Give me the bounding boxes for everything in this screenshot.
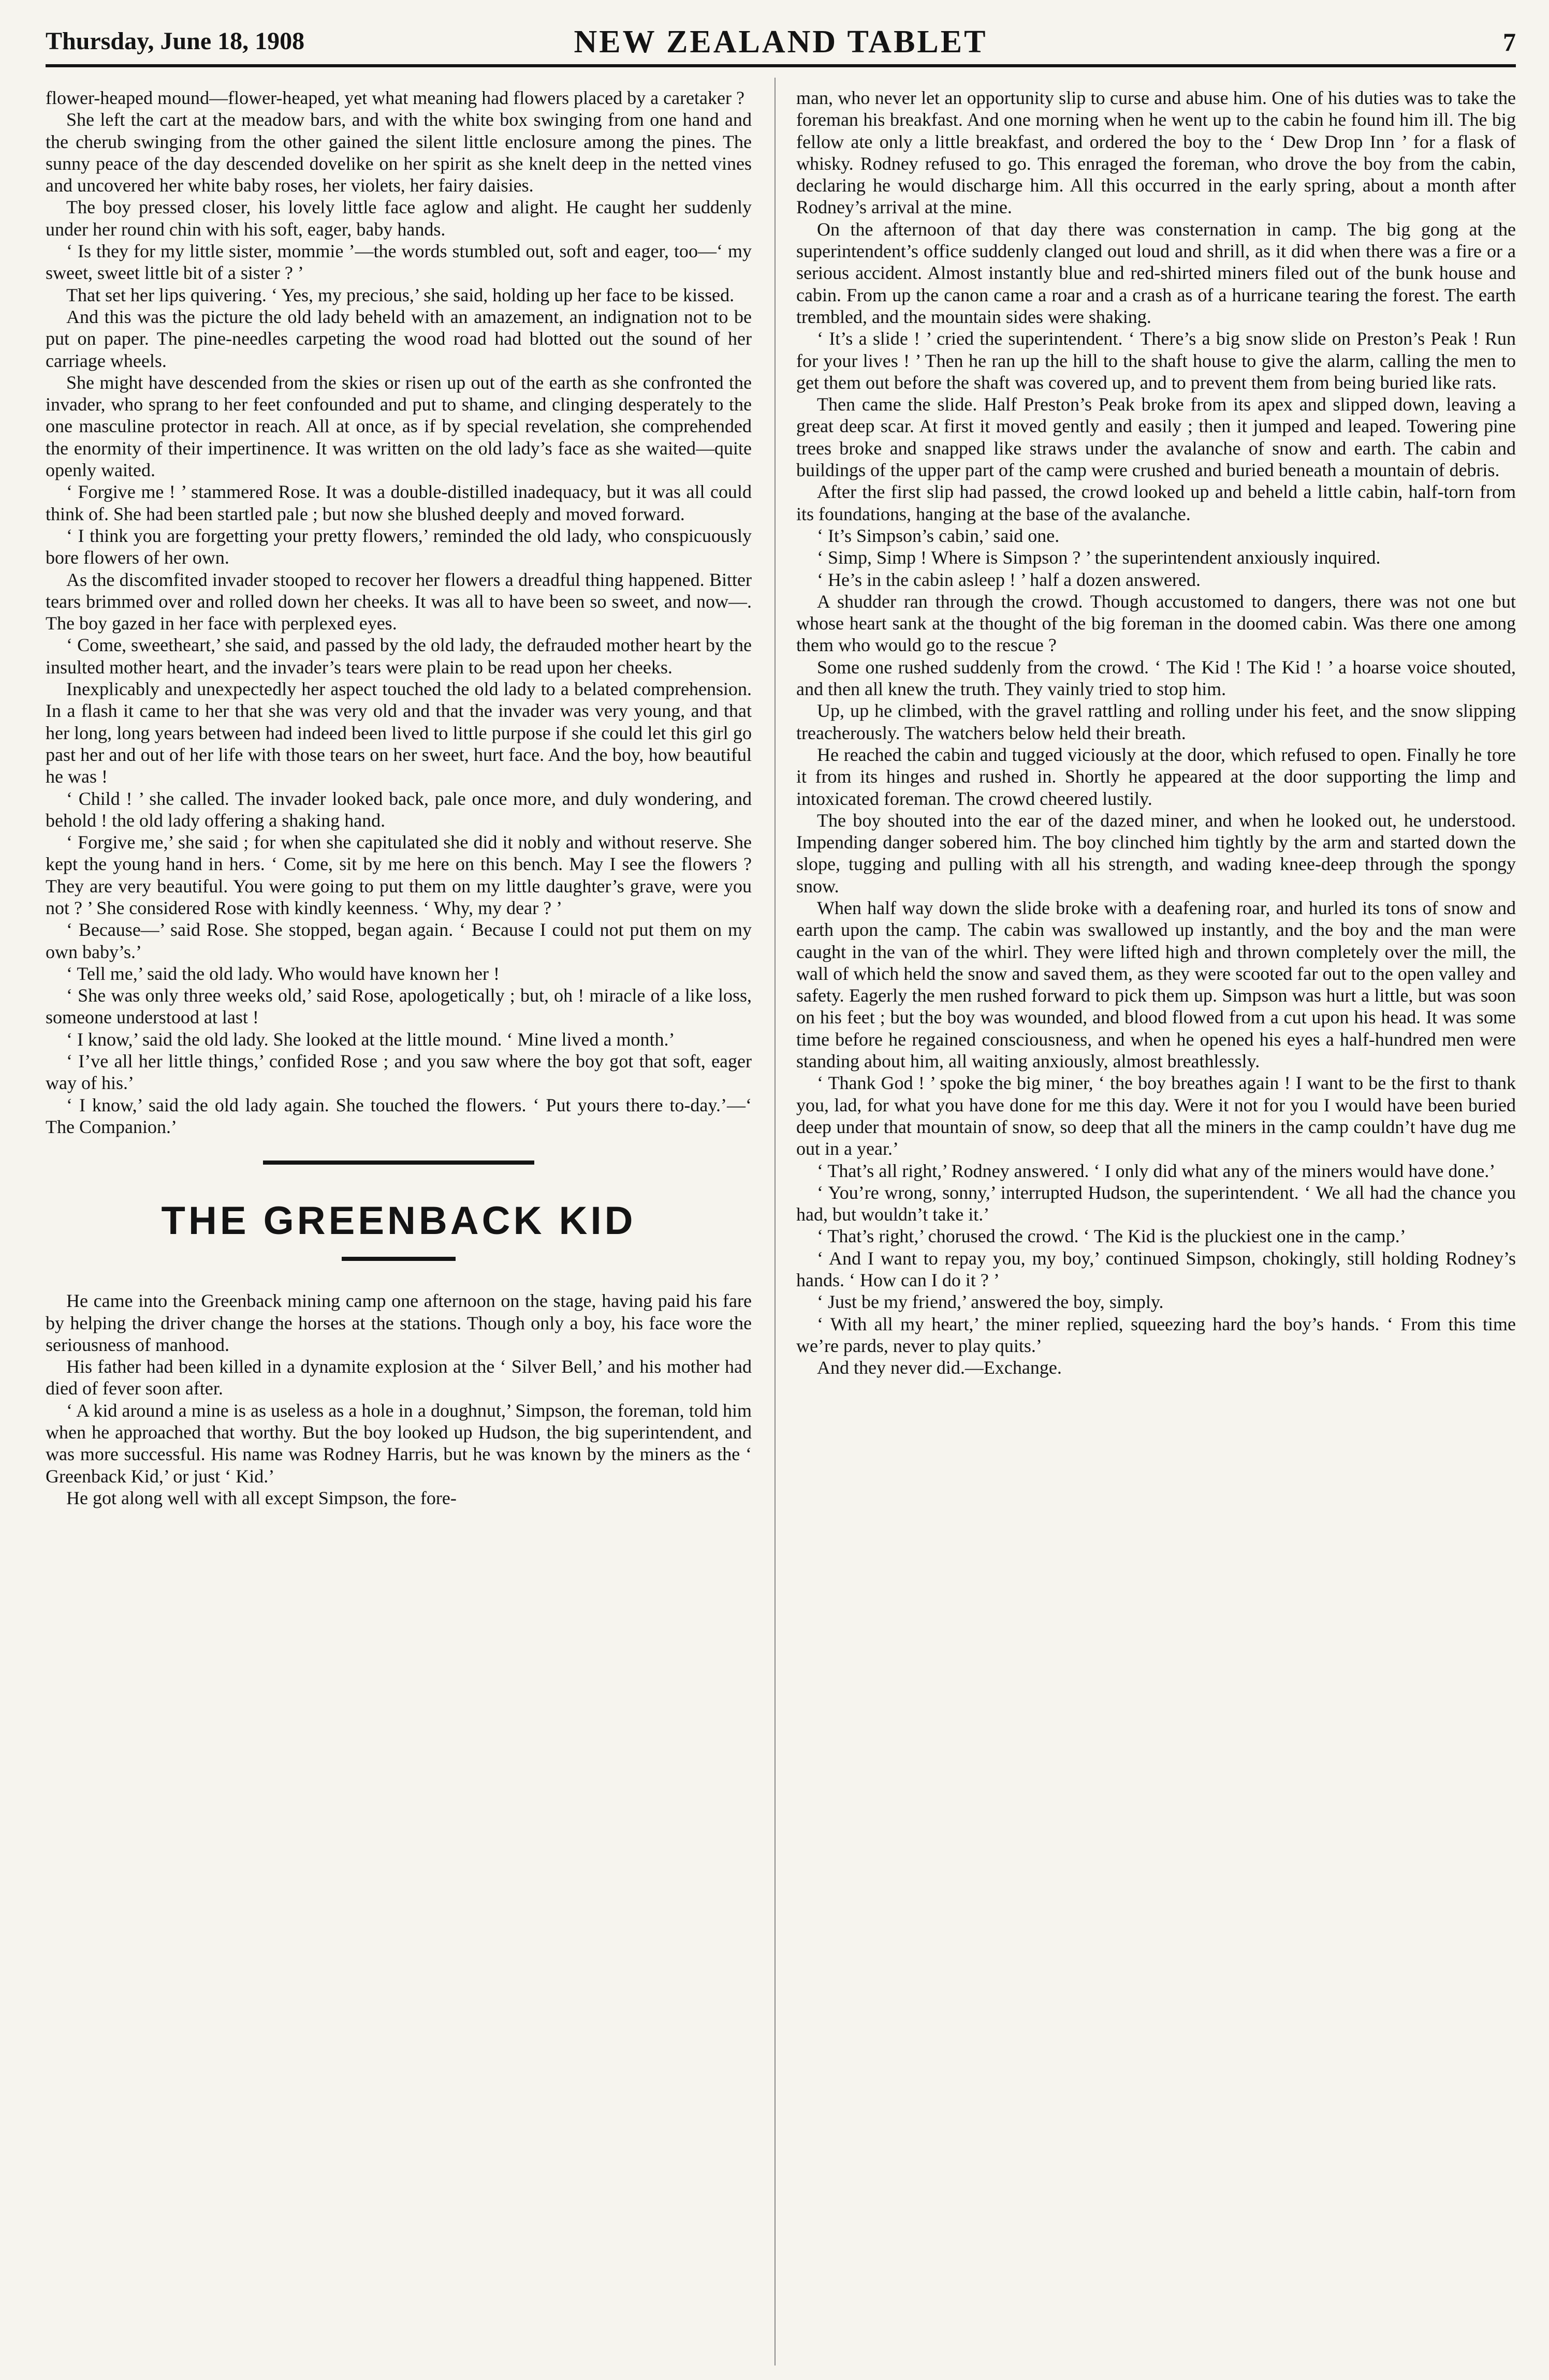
- paragraph: When half way down the slide broke with a deafening roar, and hurled its tons of snow and earth upon the camp. The cabin was swallowed up instantly, and the boy and the man were caught in the van of the whirl. They were lifted high and thrown completely over the mill, the wall of which held the snow and saved them, as they were scooted far out to the open valley and safety. Eagerly the men rushed forward to pick them up. Simpson was hurt a little, but was soon on his feet ; but the boy was wounded, and blood flowed from a cut upon his head. It was some time before he regained consciousness, and when he opened his eyes a half-hundred men were standing about him, all waiting anxiously, almost breathlessly.: [796, 897, 1516, 1072]
- paragraph: His father had been killed in a dynamite explosion at the ‘ Silver Bell,’ and his mother had died of fever soon after.: [46, 1356, 752, 1399]
- header-rule: [46, 64, 1516, 67]
- paragraph: flower-heaped mound—flower-heaped, yet what meaning had flowers placed by a caretaker ?: [46, 87, 744, 108]
- paragraph: ‘ Child ! ’ she called. The invader looked back, pale once more, and duly wondering, and behold ! the old lady offering a shaking hand.: [46, 788, 752, 831]
- paragraph: ‘ I’ve all her little things,’ confided Rose ; and you saw where the boy got that soft, eager way of his.’: [46, 1051, 752, 1094]
- right-column: [796, 87, 1516, 1379]
- paragraph: ‘ Thank God ! ’ spoke the big miner, ‘ the boy breathes again ! I want to be the first to thank you, lad, for what you have done for me this day. Were it not for you I would have been buried deep under that mountain of snow, so deep that all the miners in the camp couldn’t have dug me out in a year.’: [796, 1073, 1516, 1159]
- paragraph: ‘ Simp, Simp ! Where is Simpson ? ’ the superintendent anxiously inquired.: [817, 547, 1381, 568]
- paragraph: Some one rushed suddenly from the crowd. ‘ The Kid ! The Kid ! ’ a hoarse voice shouted, and then all knew the truth. They vainly tried to stop him.: [796, 656, 1516, 700]
- paragraph: ‘ Come, sweetheart,’ she said, and passed by the old lady, the defrauded mother heart by the insulted mother heart, and the invader’s tears were plain to be read upon her cheeks.: [46, 635, 752, 678]
- paragraph: She might have descended from the skies or risen up out of the earth as she confronted the invader, who sprang to her feet confounded and put to shame, and clinging desperately to the one masculine protector in reach. All at once, as if by special revelation, she comprehended the enormity of their impertinence. It was written on the old lady’s face as she waited—quite openly waited.: [46, 372, 752, 481]
- newspaper-title: NEW ZEALAND TABLET: [574, 24, 988, 60]
- column-divider: [774, 78, 776, 2366]
- paragraph: man, who never let an opportunity slip to curse and abuse him. One of his duties was to take the foreman his breakfast. And one morning when he went up to the cabin he found him ill. The big fellow ate only a little breakfast, and ordered the boy to the ‘ Dew Drop Inn ’ for a flask of whisky. Rodney refused to go. This enraged the foreman, who drove the boy from the cabin, declaring he would discharge him. All this occurred in the early spring, about a month after Rodney’s arrival at the mine.: [796, 87, 1516, 218]
- paragraph: ‘ Just be my friend,’ answered the boy, simply.: [817, 1291, 1164, 1313]
- paragraph: Up, up he climbed, with the gravel rattling and rolling under his feet, and the snow slipping treacherously. The watchers below held their breath.: [796, 700, 1516, 743]
- paragraph: After the first slip had passed, the crowd looked up and beheld a little cabin, half-torn from its foundations, hanging at the base of the avalanche.: [796, 481, 1516, 524]
- section-separator: [46, 1138, 752, 1198]
- paragraph: On the afternoon of that day there was consternation in camp. The big gong at the superintendent’s office suddenly clanged out loud and shrill, as it did when there was a fire or a serious accident. Almost instantly blue and red-shirted miners filed out of the bunk house and cabin. From up the canon came a roar and a crash as of a hurricane tearing the forest. The earth trembled, and the mountain sides were shaking.: [796, 218, 1516, 327]
- paragraph: ‘ With all my heart,’ the miner replied, squeezing hard the boy’s hands. ‘ From this time we’re pards, never to play quits.’: [796, 1313, 1516, 1356]
- paragraph: ‘ I know,’ said the old lady. She looked at the little mound. ‘ Mine lived a month.’: [66, 1029, 675, 1050]
- paragraph: ‘ Forgive me ! ’ stammered Rose. It was a double-distilled inadequacy, but it was all could think of. She had been startled pale ; but now she blushed deeply and moved forward.: [46, 481, 752, 524]
- paragraph: She left the cart at the meadow bars, and with the white box swinging from one hand and the cherub swinging from the other gained the silent little enclosure among the pines. The sunny peace of the day descended dovelike on her spirit as she knelt deep in the netted vines and uncovered her white baby roses, her violets, her fairy daisies.: [46, 109, 752, 196]
- paragraph: As the discomfited invader stooped to recover her flowers a dreadful thing happened. Bitter tears brimmed over and rolled down her cheeks. It was all to have been so sweet, and now—. The boy gazed in her face with perplexed eyes.: [46, 569, 752, 634]
- paragraph: ‘ It’s Simpson’s cabin,’ said one.: [817, 525, 1060, 546]
- masthead: [46, 20, 1516, 69]
- paragraph: That set her lips quivering. ‘ Yes, my precious,’ she said, holding up her face to be kissed.: [66, 284, 735, 305]
- section-rule: [263, 1160, 534, 1165]
- paragraph: ‘ You’re wrong, sonny,’ interrupted Hudson, the superintendent. ‘ We all had the chance you had, but wouldn’t take it.’: [796, 1182, 1516, 1225]
- paragraph: ‘ Forgive me,’ she said ; for when she capitulated she did it nobly and without reserve. She kept the young hand in hers. ‘ Come, sit by me here on this bench. May I see the flowers ? They are very beautiful. You were going to put them on my little daughter’s grave, were you not ? ’ She considered Rose with kindly keenness. ‘ Why, my dear ? ’: [46, 832, 752, 918]
- paragraph: He got along well with all except Simpson, the fore-: [66, 1487, 457, 1508]
- paragraph: Inexplicably and unexpectedly her aspect touched the old lady to a belated comprehension. In a flash it came to her that she was very old and that the invader was very young, and that her long, long years between had indeed been lived to little purpose if she could let this girl go past her and out of her life with those tears on her sweet, hurt face. And the boy, how beautiful he was !: [46, 679, 752, 787]
- title-rule: [342, 1257, 456, 1261]
- paragraph: And they never did.—Exchange.: [817, 1357, 1062, 1378]
- paragraph: ‘ I know,’ said the old lady again. She touched the flowers. ‘ Put yours there to-day.’—‘ The Companion.’: [46, 1094, 752, 1137]
- paragraph: He reached the cabin and tugged viciously at the door, which refused to open. Finally he tore it from its hinges and rushed in. Shortly he appeared at the door supporting the limp and intoxicated foreman. The crowd cheered lustily.: [796, 744, 1516, 809]
- story-title: THE GREENBACK KID: [161, 1199, 636, 1243]
- paragraph: ‘ Tell me,’ said the old lady. Who would have known her !: [66, 963, 500, 984]
- paragraph: ‘ And I want to repay you, my boy,’ continued Simpson, chokingly, still holding Rodney’s hands. ‘ How can I do it ? ’: [796, 1247, 1516, 1291]
- paragraph: ‘ Is they for my little sister, mommie ’—the words stumbled out, soft and eager, too—‘ my sweet, sweet little bit of a sister ? ’: [46, 241, 752, 284]
- paragraph: ‘ I think you are forgetting your pretty flowers,’ reminded the old lady, who conspicuously bore flowers of her own.: [46, 525, 752, 568]
- title-separator: [46, 1244, 752, 1290]
- left-column: [46, 87, 752, 1509]
- issue-date: Thursday, June 18, 1908: [46, 27, 305, 55]
- paragraph: Then came the slide. Half Preston’s Peak broke from its apex and slipped down, leaving a great deep scar. At first it moved gently and easily ; then it jumped and leaped. Towering pine trees broke and snapped like straws under the avalanche of snow and earth. The cabin and buildings of the upper part of the camp were crushed and buried beneath a mountain of debris.: [796, 394, 1516, 481]
- paragraph: ‘ He’s in the cabin asleep ! ’ half a dozen answered.: [817, 569, 1201, 590]
- paragraph: ‘ That’s right,’ chorused the crowd. ‘ The Kid is the pluckiest one in the camp.’: [817, 1226, 1406, 1247]
- paragraph: And this was the picture the old lady beheld with an amazement, an indignation not to be put on paper. The pine-needles carpeting the wood road had blotted out the sound of her carriage wheels.: [46, 306, 752, 371]
- paragraph: ‘ That’s all right,’ Rodney answered. ‘ I only did what any of the miners would have done.’: [817, 1160, 1496, 1181]
- paragraph: The boy pressed closer, his lovely little face aglow and alight. He caught her suddenly under her round chin with his soft, eager, baby hands.: [46, 197, 752, 240]
- paragraph: ‘ Because—’ said Rose. She stopped, began again. ‘ Because I could not put them on my own baby’s.’: [46, 919, 752, 962]
- page-number: 7: [1503, 27, 1516, 56]
- paragraph: The boy shouted into the ear of the dazed miner, and when he looked out, he understood. Impending danger sobered him. The boy clinched him tightly by the arm and started down the slope, tugging and pulling with all his strength, and wading knee-deep through the spongy snow.: [796, 810, 1516, 897]
- paragraph: A shudder ran through the crowd. Though accustomed to dangers, there was not one but whose heart sank at the thought of the big foreman in the doomed cabin. Was there one among them who would go to the rescue ?: [796, 591, 1516, 656]
- paragraph: He came into the Greenback mining camp one afternoon on the stage, having paid his fare by helping the driver change the horses at the stations. Though only a boy, his face wore the seriousness of manhood.: [46, 1290, 752, 1355]
- paragraph: ‘ It’s a slide ! ’ cried the superintendent. ‘ There’s a big snow slide on Preston’s Peak ! Run for your lives ! ’ Then he ran up the hill to the shaft house to give the alarm, calling the men to get them out before the shaft was covered up, and to prevent them from being buried like rats.: [796, 328, 1516, 393]
- paragraph: ‘ She was only three weeks old,’ said Rose, apologetically ; but, oh ! miracle of a like loss, someone understood at last !: [46, 985, 752, 1028]
- paragraph: ‘ A kid around a mine is as useless as a hole in a doughnut,’ Simpson, the foreman, told him when he approached that worthy. But the boy looked up Hudson, the big superintendent, and was more successful. His name was Rodney Harris, but he was known by the miners as the ‘ Greenback Kid,’ or just ‘ Kid.’: [46, 1400, 752, 1487]
